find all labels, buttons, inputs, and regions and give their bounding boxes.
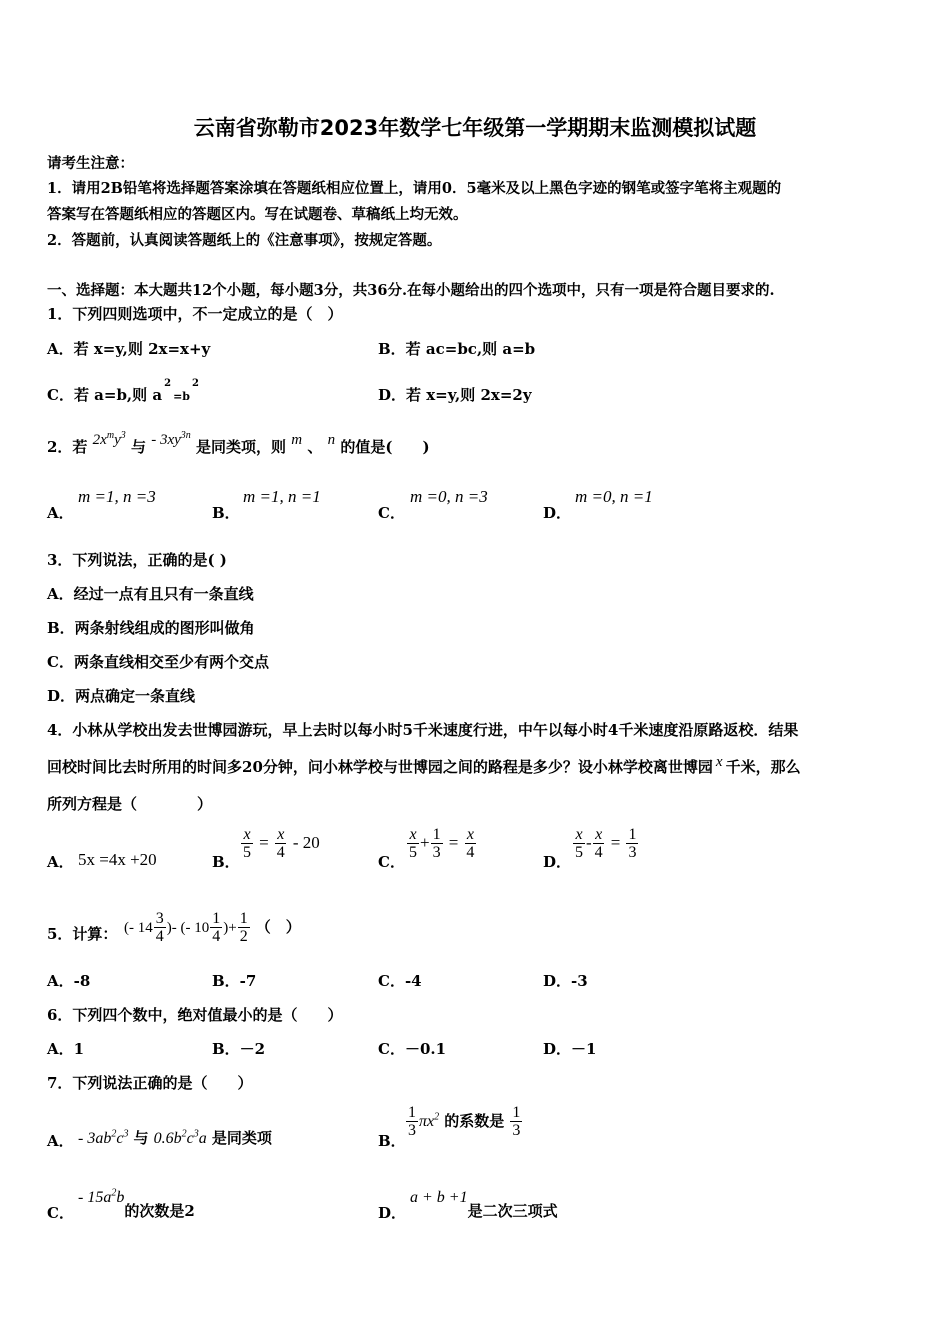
q7-b-frac-2-num: 1 (512, 1104, 521, 1121)
q1-option-a: A．若 x=y,则 2x=x+y (47, 340, 211, 358)
q4-line-2b: 千米，那么 (725, 758, 801, 776)
q5-option-b: B．-7 (212, 972, 257, 990)
q4-d-frac-3 (626, 826, 638, 861)
q1-option-c (47, 378, 199, 405)
q2-option-a: m =1, n =3 (78, 487, 156, 506)
q3-option-b: B．两条射线组成的图形叫做角 (47, 619, 255, 637)
q4-c-frac-1 (407, 826, 419, 861)
q4-line-2a: 回校时间比去时所用的时间多20分钟，问小林学校与世博园之间的路程是多少？设小林学校离世博园 (47, 758, 713, 776)
q2-pre: 2．若 (47, 438, 88, 456)
q7-a-s2: 3 (123, 1128, 129, 1140)
q4-d-num-2: x (595, 826, 603, 843)
q4-d-den-2: 4 (594, 844, 603, 861)
q7-a-s1: 2 (111, 1128, 117, 1140)
q2-var-m: m (291, 432, 303, 448)
q1-c-sup1: 2 (164, 378, 172, 389)
q6-option-c: C．－0.1 (378, 1040, 447, 1058)
q3-stem: 3．下列说法，正确的是( ) (47, 551, 227, 569)
q2-c-label: C． (378, 504, 405, 522)
q2-end: 的值是( ) (340, 438, 430, 456)
q7-a-s4: 3 (193, 1128, 199, 1140)
q5-option-a: A．-8 (47, 972, 91, 990)
q2-term1-base: 2x (92, 432, 107, 448)
q7-a-term-2 (154, 1130, 207, 1147)
q4-d-num-1: x (575, 826, 583, 843)
q5-option-d: D．-3 (543, 972, 588, 990)
q7-b-pi-x: πx (419, 1113, 435, 1130)
q4-b-frac-2 (275, 826, 287, 861)
q5-frac-2-den: 4 (212, 928, 221, 945)
q7-option-b (405, 1104, 523, 1139)
q1-option-d: D．若 x=y,则 2x=2y (378, 386, 532, 404)
q7-option-d (410, 1188, 558, 1220)
q2-mid: 是同类项，则 (196, 438, 287, 456)
q4-b-eq: = (259, 833, 269, 852)
q4-line-2 (47, 756, 801, 777)
q4-option-c (406, 826, 477, 861)
q2-a-label: A． (47, 504, 74, 522)
q7-a-end: 是同类项 (211, 1129, 272, 1147)
q4-c-den-1: 5 (409, 844, 417, 861)
q2-var-n: n (327, 432, 336, 448)
q4-c-plus: + (420, 833, 430, 852)
q7-b-label: B． (378, 1132, 406, 1150)
q4-d-eq: = (610, 833, 621, 852)
q5-expr-part-2: )- (- 10 (166, 920, 210, 936)
q7-b-frac-1 (406, 1104, 418, 1139)
q1-c-pre: C．若 a=b,则 a (47, 386, 163, 404)
q4-b-frac-1 (241, 826, 253, 861)
q7-b-mid: 的系数是 (444, 1112, 505, 1130)
q7-a-term-1 (78, 1130, 128, 1147)
q7-a-with: 与 (133, 1129, 149, 1147)
q2-stem (47, 430, 430, 457)
q4-c-frac-2 (431, 826, 443, 861)
q4-var-x: x (715, 754, 723, 770)
q4-b-label: B． (212, 853, 240, 871)
q7-d-label: D． (378, 1204, 407, 1222)
q4-c-num-2: 1 (432, 826, 441, 843)
q7-b-frac-2 (510, 1104, 522, 1139)
q2-term2-sup: 3n (180, 430, 191, 441)
q4-line-3: 所列方程是（ ） (47, 795, 213, 813)
q7-a-t2: 0.6b (153, 1130, 182, 1147)
q7-a-s3: 2 (181, 1128, 187, 1140)
q2-b-label: B． (212, 504, 240, 522)
q5-expression (124, 910, 301, 945)
q5-option-c: C．-4 (378, 972, 422, 990)
q4-c-num-1: x (409, 826, 417, 843)
q4-b-num-2: x (277, 826, 285, 843)
q5-frac-3-num: 1 (239, 910, 248, 927)
q4-a-label: A． (47, 853, 74, 871)
section-heading: 一、选择题：本大题共12个小题，每小题3分，共36分.在每小题给出的四个选项中，只有一项是符合题目要求的. (47, 282, 775, 299)
q2-d-label: D． (543, 504, 572, 522)
q4-c-den-2: 3 (432, 844, 441, 861)
q3-option-d: D．两点确定一条直线 (47, 687, 196, 705)
q6-option-b: B．－2 (212, 1040, 266, 1058)
q5-end: （ ） (255, 918, 301, 936)
q7-c-term (78, 1189, 124, 1206)
q4-b-num-1: x (243, 826, 251, 843)
q5-pre: 5．计算： (47, 925, 118, 943)
q6-option-d: D．－1 (543, 1040, 597, 1058)
q4-option-b (240, 826, 320, 861)
q4-b-den-2: 4 (276, 844, 285, 861)
q7-a-label: A． (47, 1132, 74, 1150)
q7-a-t1: - 3ab (78, 1130, 112, 1147)
q1-option-b: B．若 ac=bc,则 a=b (378, 340, 536, 358)
q5-frac-3-den: 2 (239, 928, 248, 945)
q7-b-frac-2-den: 3 (512, 1122, 521, 1139)
q2-term1 (93, 432, 126, 448)
q7-option-c (78, 1187, 195, 1220)
q2-term2-base: - 3xy (151, 432, 181, 448)
q7-a-a: a (198, 1130, 207, 1147)
q7-c-t: - 15a (78, 1189, 112, 1206)
q4-option-d (572, 826, 639, 861)
q5-frac-2-num: 1 (212, 910, 221, 927)
q2-option-c: m =0, n =3 (410, 487, 488, 506)
q7-c-end: 的次数是2 (124, 1202, 195, 1220)
q6-stem: 6．下列四个数中，绝对值最小的是（ ） (47, 1006, 343, 1024)
q5-frac-1-num: 3 (155, 910, 164, 927)
q7-d-term: a + b +1 (410, 1189, 468, 1206)
q1-c-sup2: 2 (192, 378, 199, 389)
q4-c-frac-3 (464, 826, 476, 861)
q1-c-mid: =b (173, 390, 190, 403)
notice-line-1b: 答案写在答题纸相应的答题区内。写在试题卷、草稿纸上均无效。 (47, 206, 468, 223)
q2-term1-y: y (114, 432, 121, 448)
q6-option-a: A．1 (47, 1040, 85, 1058)
q2-term2 (151, 432, 191, 448)
q4-line-1: 4．小林从学校出发去世博园游玩，早上去时以每小时5千米速度行进，中午以每小时4千米速度沿原路返校．结果 (47, 721, 799, 739)
q2-option-b: m =1, n =1 (243, 487, 321, 506)
q7-a-c2: c (186, 1130, 194, 1147)
notice-line-1a: 1．请用2B铅笔将选择题答案涂填在答题纸相应位置上，请用0．5毫米及以上黑色字迹的钢笔或签字笔将主观题的 (47, 180, 782, 197)
q7-c-b: b (116, 1189, 125, 1206)
q2-option-d: m =0, n =1 (575, 487, 653, 506)
q7-b-frac-1-num: 1 (408, 1104, 416, 1121)
q4-d-label: D． (543, 853, 572, 871)
q2-term1-sup-m: m (106, 430, 115, 441)
q4-c-label: C． (378, 853, 405, 871)
q7-b-pi (419, 1113, 439, 1130)
q7-b-frac-1-den: 3 (408, 1122, 416, 1139)
q4-option-a: 5x =4x +20 (78, 850, 157, 869)
q5-frac-1-den: 4 (155, 928, 164, 945)
q1-stem: 1．下列四则选项中，不一定成立的是（ ） (47, 305, 343, 323)
q7-c-label: C． (47, 1204, 74, 1222)
q5-frac-3 (238, 910, 250, 945)
notice-line-2: 2．答题前，认真阅读答题纸上的《注意事项》，按规定答题。 (47, 232, 442, 249)
q5-expr-part-3: )+ (223, 920, 237, 936)
q4-c-num-3: x (466, 826, 474, 843)
q2-term1-sup-3: 3 (120, 430, 126, 441)
q2-sep: 、 (307, 438, 323, 456)
q4-d-frac-2 (593, 826, 605, 861)
q7-b-sup: 2 (434, 1111, 440, 1123)
q4-b-tail: - 20 (292, 833, 320, 852)
q7-stem: 7．下列说法正确的是（ ） (47, 1074, 253, 1092)
q4-d-den-3: 3 (628, 844, 637, 861)
q7-d-end: 是二次三项式 (467, 1202, 558, 1220)
q2-with: 与 (130, 438, 146, 456)
q5-frac-1 (154, 910, 166, 945)
q7-c-sup: 2 (111, 1187, 117, 1199)
q4-d-num-3: 1 (628, 826, 637, 843)
q3-option-c: C．两条直线相交至少有两个交点 (47, 653, 269, 671)
q3-option-a: A．经过一点有且只有一条直线 (47, 585, 254, 603)
q7-option-a (78, 1127, 272, 1148)
q7-a-c: c (116, 1130, 124, 1147)
q4-c-den-3: 4 (466, 844, 475, 861)
q4-b-den-1: 5 (243, 844, 251, 861)
page-title: 云南省弥勒市2023年数学七年级第一学期期末监测模拟试题 (193, 116, 757, 140)
notice-heading: 请考生注意： (47, 155, 134, 172)
q4-d-minus: - (586, 833, 592, 852)
q4-c-eq: = (448, 833, 459, 852)
q4-d-frac-1 (573, 826, 585, 861)
q4-d-den-1: 5 (575, 844, 583, 861)
q5-frac-2 (210, 910, 222, 945)
q5-expr-part-1: (- 14 (124, 920, 153, 936)
